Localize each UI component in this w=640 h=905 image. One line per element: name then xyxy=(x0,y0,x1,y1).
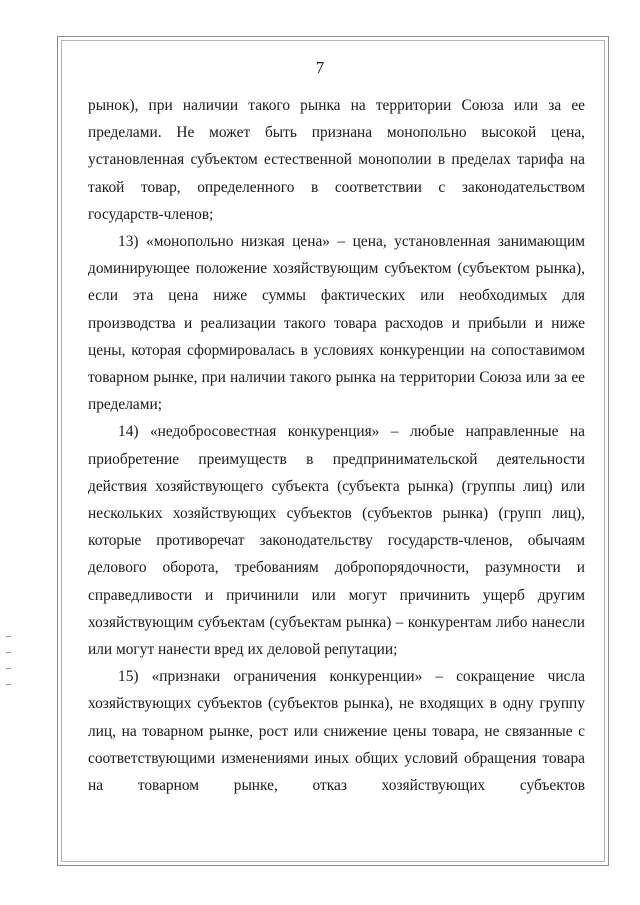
margin-tick xyxy=(6,684,11,685)
paragraph-1: рынок), при наличии такого рынка на территории Союза или за ее пределами. Не может быть признана монопольно высокой цена, установленная субъектом естественной монополии в пределах тарифа на такой товар, определенного в соответствии с законодательством государств-членов; xyxy=(88,97,585,223)
paragraph-4: 15) «признаки ограничения конкуренции» – сокращение числа хозяйствующих субъектов (субъектов рынка), не входящих в одну группу лиц, на товарном рынке, рост или снижение цены товара, не связанные с соответствующими изменениями иных общих условий обращения товара на товарном рынке, отказ хозяйствующих субъектов xyxy=(88,668,585,795)
paragraph-3: 14) «недобросовестная конкуренция» – любые направленные на приобретение преимуществ в предпринимательской деятельности действия хозяйствующего субъекта (субъекта рынка) (группы лиц) или нескольких хозяйствующих субъектов (субъектов рынка) (групп лиц), которые противоречат законодательству государств-членов, обычаям делового оборота, требованиям добропорядочности, разумности и справедливости и причинили или могут причинить ущерб другим хозяйствующим субъектам (субъектам рынка) – конкурентам либо нанесли или могут нанести вред их деловой репутации; xyxy=(88,423,585,659)
margin-tick xyxy=(6,668,11,669)
document-body xyxy=(88,92,585,799)
margin-tick xyxy=(6,636,11,637)
margin-tick xyxy=(6,652,11,653)
page-number: 7 xyxy=(315,58,325,77)
paragraph-2: 13) «монопольно низкая цена» – цена, установленная занимающим доминирующее положение хозяйствующим субъектом (субъектом рынка), если эта цена ниже суммы фактических или необходимых для производства и реализации такого товара расходов и прибыли и ниже цены, которая сформировалась в условиях конкуренции на сопоставимом товарном рынке, при наличии такого рынка на территории Союза или за ее пределами; xyxy=(88,233,585,414)
